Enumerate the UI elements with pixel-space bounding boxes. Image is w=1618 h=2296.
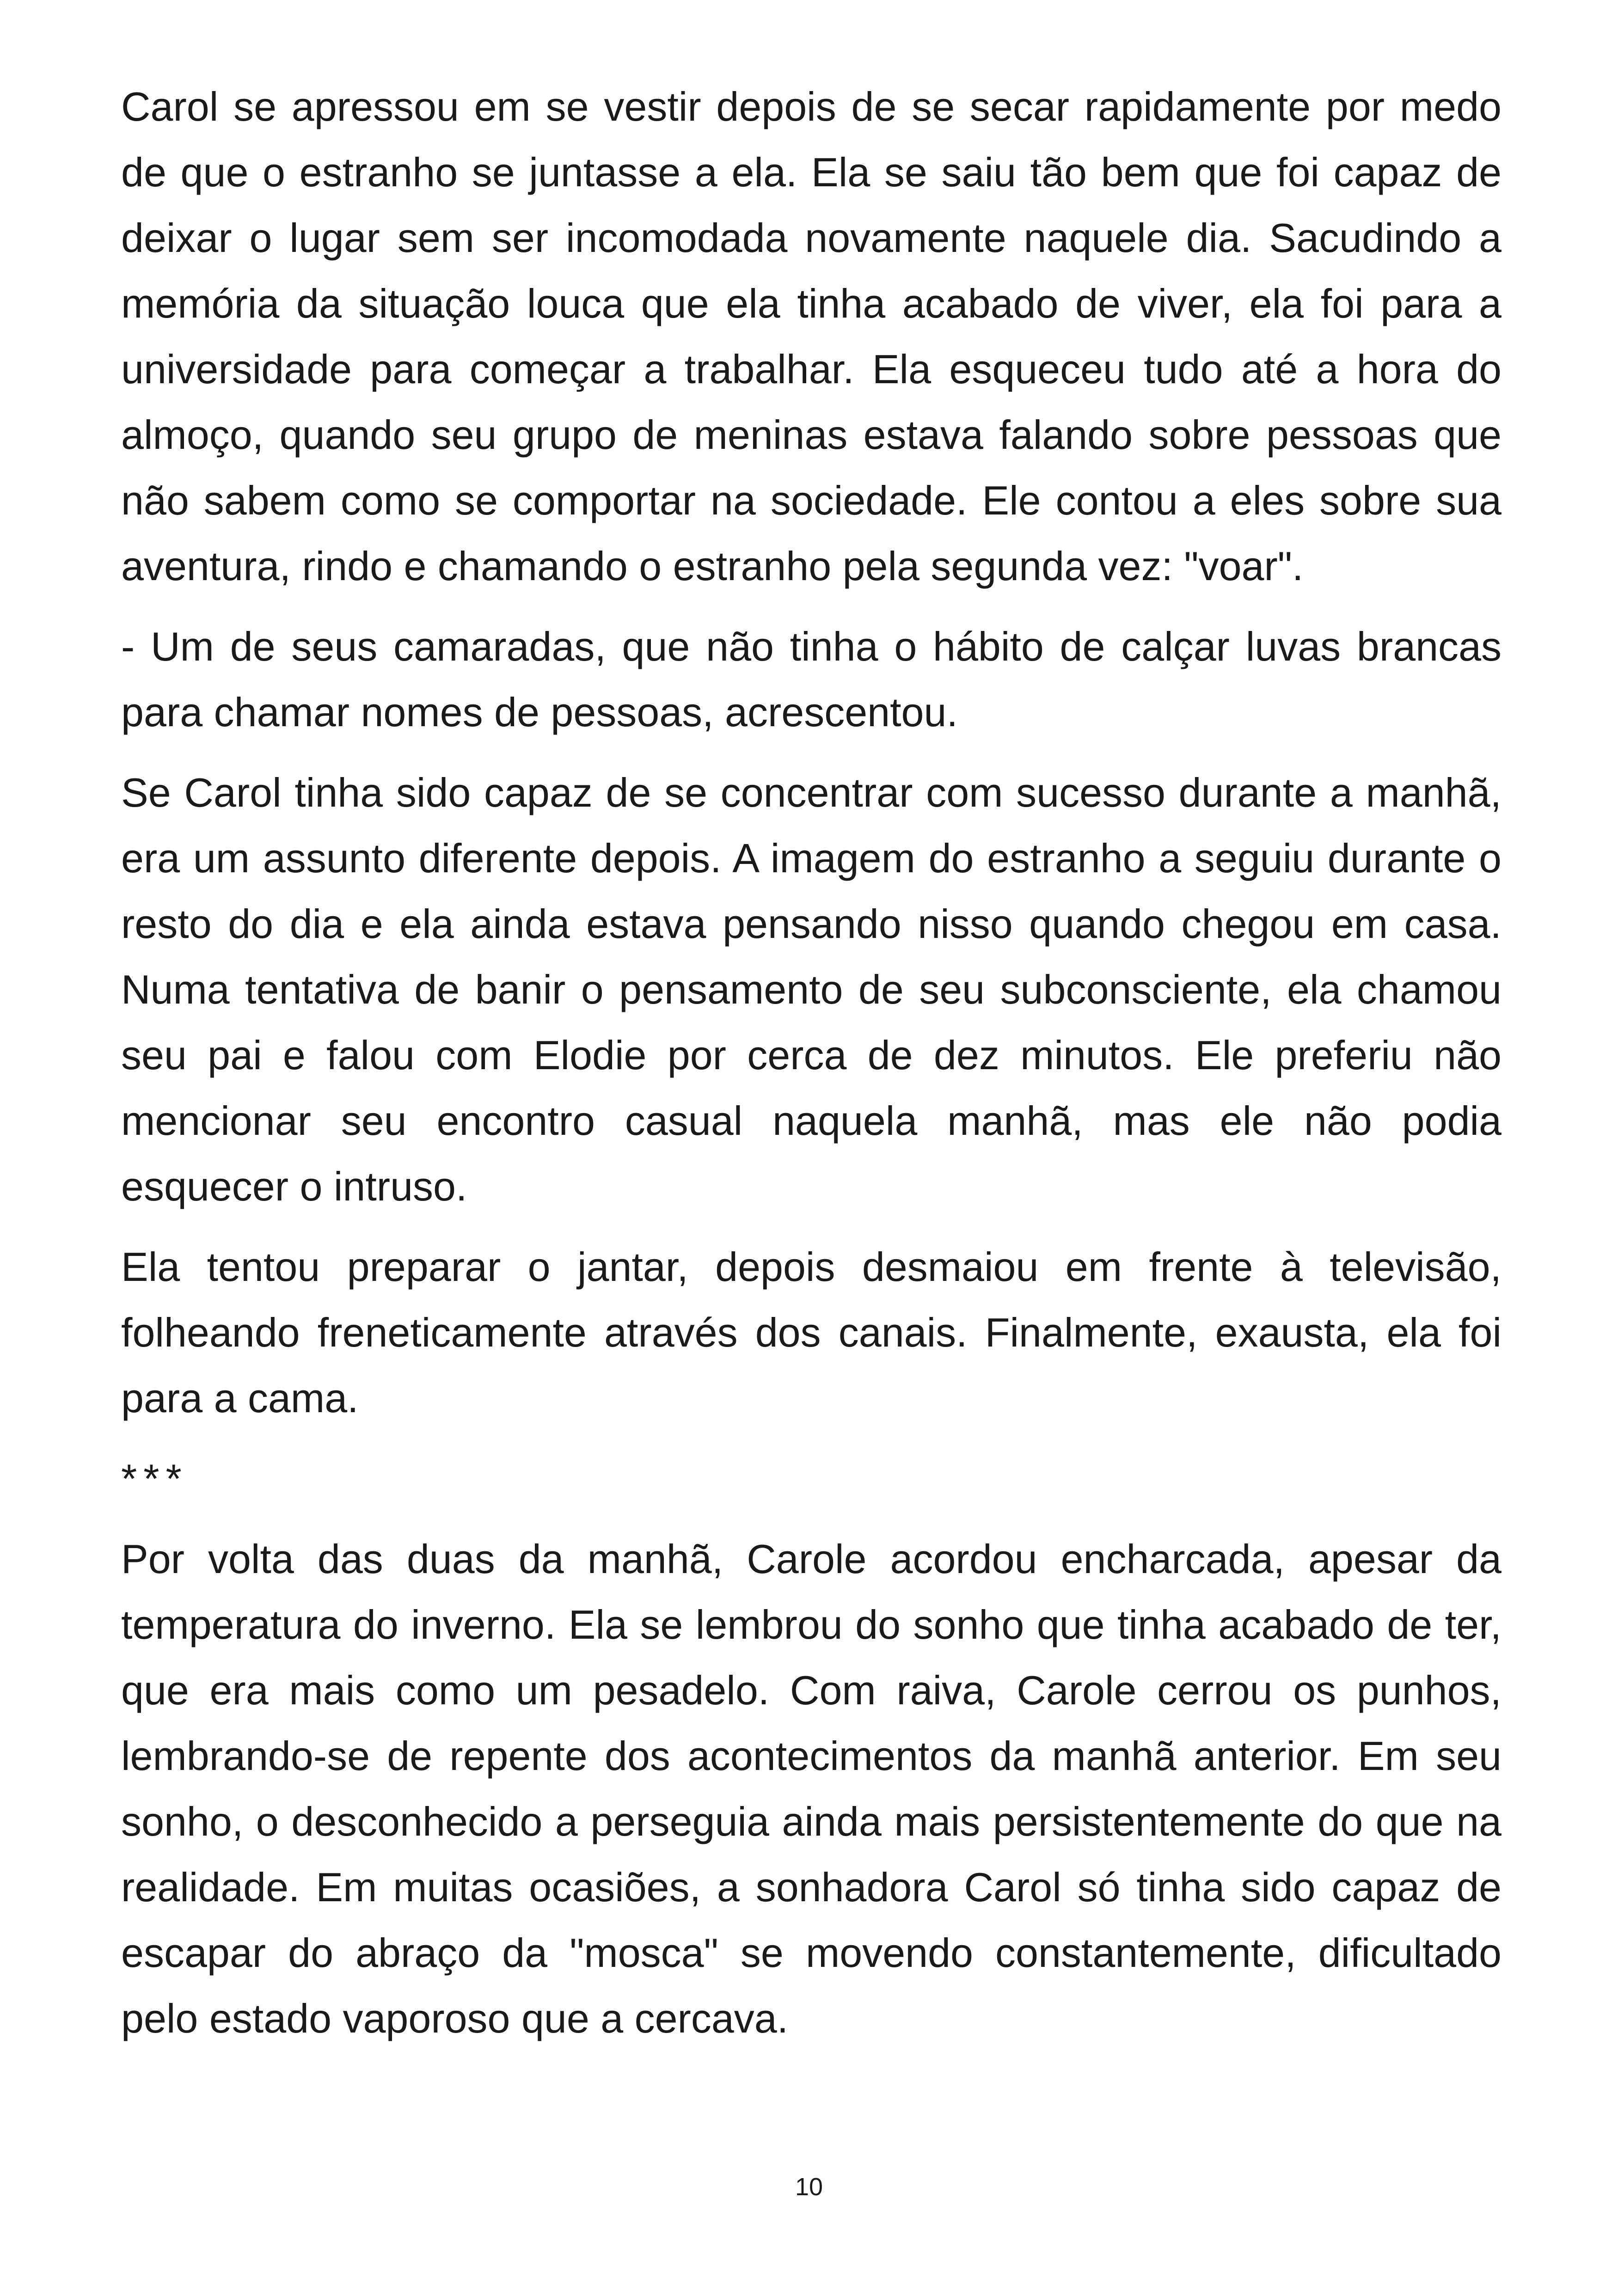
paragraph-3: Se Carol tinha sido capaz de se concentrar com sucesso durante a manhã, era um assunto diferente depois. A imagem do estranho a seguiu durante o resto do dia e ela ainda estava pensando nisso quando chegou em casa. Numa tentativa de banir o pensamento de seu subconsciente, ela chamou seu pai e falou com Elodie por cerca de dez minutos. Ele preferiu não mencionar seu encontro casual naquela manhã, mas ele não podia esquecer o intruso. (121, 770, 1502, 1209)
paragraph-2: - Um de seus camaradas, que não tinha o hábito de calçar luvas brancas para chamar nomes de pessoas, acrescentou. (121, 624, 1502, 735)
page-number: 10 (795, 2173, 823, 2201)
section-separator: *** (121, 1456, 188, 1501)
paragraph-4: Ela tentou preparar o jantar, depois desmaiou em frente à televisão, folheando freneticamente através dos canais. Finalmente, exausta, ela foi para a cama. (121, 1244, 1502, 1421)
paragraph-5: Por volta das duas da manhã, Carole acordou encharcada, apesar da temperatura do inverno. Ela se lembrou do sonho que tinha acabado de ter, que era mais como um pesadelo. Com raiva, Carole cerrou os punhos, lembrando-se de repente dos acontecimentos da manhã anterior. Em seu sonho, o desconhecido a perseguia ainda mais persistentemente do que na realidade. Em muitas ocasiões, a sonhadora Carol só tinha sido capaz de escapar do abraço da "mosca" se movendo constantemente, dificultado pelo estado vaporoso que a cercava. (121, 1536, 1502, 2041)
paragraph-1: Carol se apressou em se vestir depois de se secar rapidamente por medo de que o estranho se juntasse a ela. Ela se saiu tão bem que foi capaz de deixar o lugar sem ser incomodada novamente naquele dia. Sacudindo a memória da situação louca que ela tinha acabado de viver, ela foi para a universidade para começar a trabalhar. Ela esqueceu tudo até a hora do almoço, quando seu grupo de meninas estava falando sobre pessoas que não sabem como se comportar na sociedade. Ele contou a eles sobre sua aventura, rindo e chamando o estranho pela segunda vez: "voar". (121, 84, 1502, 589)
body-text (121, 74, 1502, 2066)
